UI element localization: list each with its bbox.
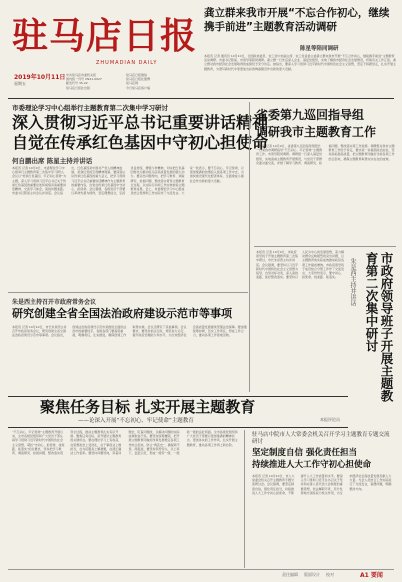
bottom-right-kicker: 驻马店中院市人大常委会机关召开学习主题教育专题交流研讨 [252, 432, 390, 445]
info-line: 今日驻马店客户端 [126, 85, 151, 90]
right-story1-body: 本报讯 记者 10月9日，省委第九巡回指导组组长一行来我市调研指导“不忘初心、牢记使命”主题教育工作。市领导陪同调研。调研组一行深入基层党组织，实地查看主题教育开展情况，与党员干部群众面对面交流，详细了解学习教育、调查研究、检视问题、整改落实等工作进展。调研组对我市主题教育工作给予肯定，要求进一步提高政治站位，坚持高标准高质量，把主题教育同做好当前各项工作结合起来，确保主题教育取得实实在在的成效。 [256, 144, 395, 165]
info-line: 驻马店日报微信 [126, 73, 148, 77]
top-story-body: 本报讯 记者 通讯员 10月10日，全国政协委员、农工党中央副主席、农工党省委主委龚立群来我市开展“不忘合作初心，继续携手前进”主题教育活动调研。市委书记陈星，市领导等陪同调研。龚立群一行先后深入企业、基层党组织，实地了解我市经济社会发展情况，听取有关工作汇报。龚立群对我市经济社会发展取得的成绩给予充分肯定。她指出，要深入学习贯彻习近平新时代中国特色社会主义思想，坚定不移跟党走，扎实开展主题教育，为谱写新时代中原更加出彩的绚丽篇章作出新的更大贡献。 [204, 54, 396, 71]
editorial-body: “不忘初心、牢记使命”主题教育开展以来，全市各级党组织和广大党员干部认真学习贯彻习近平新时代中国特色社会主义思想，紧扣“守初心、担使命，找差距、抓落实”的总要求，坚持把学习教育、调查研究、检视问题、整改落实贯穿全过程，推动主题教育扎实有序开展。聚焦任务目标，是开展好主题教育的关键所在。要在理论学习上有收获，在思想政治上受洗礼，在干事创业上敢担当，在为民服务上解难题，在清正廉洁上作表率。要坚持问题导向，奔着问题去，盯着问题改，以解决问题的实际成效取信于民。要坚持统筹兼顾，把开展主题教育同做好改革发展稳定各项工作结合起来，防止“两张皮”，确保两不误、两促进。要坚持领导带头，以上率下，层层示范，形成一级带一级、一级抓一级的良好局面。全市各级党组织和广大党员干部要以更加饱满的精神状态、更加务实的工作作风，扎实开展主题教育，推动各项工作再上新台阶。 [12, 430, 238, 456]
main-story-headline-1: 深入贯彻习近平总书记重要讲话精神 [12, 113, 269, 132]
masthead-weekday: 星期五 [14, 81, 26, 86]
footer-labels [282, 572, 334, 578]
masthead-title: 驻马店日报 [12, 15, 198, 57]
right-story1-headline-1: 省委第九巡回指导组 [256, 108, 365, 122]
second-story-headline: 研究创建全省全国法治政府建设示范市等事项 [12, 307, 232, 320]
footer-page-tag: A1 要闻 [360, 572, 383, 579]
right-vertical-headline: 市政府领导班子开展主题教育第二次集中研讨 [364, 252, 394, 402]
main-story-body: 本报讯 记者 10月9日，市委理论学习中心组举行主题教育第二次集中学习研讨。会议以“传承红色基因、牢记初心使命”为主题，深入学习贯彻习近平总书记关于传承红色基因的重要论述和视察河南重要讲话精神，交流学习体会，查找问题差距。市委书记陈星主持会议并讲话。会议指出，红色基因是中国共产党人的精神血脉，是我们党的宝贵精神财富。要深刻认识传承红色基因的重大意义，把学习贯彻习近平总书记重要讲话精神作为主题教育的重要内容，自觉在传承红色基因中守初心、担使命。会议强调，各级党员干部要以革命先辈为榜样，坚定理想信念，弘扬优良传统，增强斗争精神，切实把红色基因转化为推动驻马店高质量发展的强大动力。要突出问题导向，把学习教育、调查研究、检视问题、整改落实贯穿主题教育全过程，以实际行动和工作实效检验主题教育成果。会上，市委理论学习中心组成员结合思想和工作实际作了交流发言。大家一致表示，要不忘初心、牢记使命，以更加饱满的热情投入到各项工作中去，为加快建设现代化经济体系、全面建成小康社会作出新的更大贡献。 [12, 166, 244, 196]
editorial-subtitle: ——论深入开展“不忘初心、牢记使命”主题教育 [78, 418, 194, 424]
footer-label: 校对 [326, 572, 334, 577]
masthead-info-left [66, 73, 121, 90]
info-line: 邮发代号 35-22 [66, 81, 88, 86]
bottom-right-body: 本报讯 记者 10月10日，市人大常委会机关召开主题教育专题交流研讨会。会议强调，要坚定制度自信，强化责任担当，持续推进人大工作守初心担使命，不断提升人大工作质量和水平。要深入学习贯彻习近平总书记关于坚持和完善人民代表大会制度的重要思想，依法履职尽责，充分发挥地方国家权力机关作用，为全市经济社会高质量发展贡献人大力量。与会人员结合工作实际进行了交流发言，查摆问题，明确整改方向。 [252, 474, 392, 495]
editorial-title: 聚焦任务目标 扎实开展主题教育 [40, 398, 256, 416]
masthead-pinyin: ZHUMADIAN DAILY [96, 60, 158, 66]
info-line: 国内统一刊号 CN41-0027 [66, 77, 102, 82]
masthead-date: 2019年10月11日 [14, 74, 66, 81]
main-story-kicker: 市委理论学习中心组举行主题教育第二次集中学习研讨 [12, 104, 168, 112]
footer-label: 责任编辑 [282, 572, 298, 577]
main-story-byline: 何自鹏出席 陈星主持并讲话 [12, 157, 93, 165]
info-line: 驻马店日报社出版 [66, 85, 91, 90]
second-story-kicker: 朱是西主持召开市政府常务会议 [12, 299, 97, 306]
right-story1-headline-2: 调研我市主题教育工作 [256, 125, 377, 139]
main-story-headline-2: 自觉在传承红色基因中守初心担使命 [12, 133, 269, 152]
info-line: 驻马店日报社微博 [126, 77, 151, 82]
right-vertical-sub: 朱是西主持并讲话 [349, 258, 356, 306]
top-story-subline: 陈星等陪同调研 [300, 46, 339, 52]
info-line: 中共驻马店市委机关报 [66, 73, 97, 77]
info-line: 驻马店网 [126, 81, 139, 86]
second-story-body: 本报讯 记者 10月10日，市长朱是西主持召开市政府常务会议，研究创建全省全国法治政府建设示范市等事项。会议指出，创建法治政府建设示范市是推进全面依法治市的重要抓手，各级各部门要高度重视，明确责任，扎实推进，确保创建工作取得实效。会议还研究了其他事项。会议要求，要坚持依法行政，规范权力运行，提升政府治理能力和水平，为全市经济社会高质量发展提供坚强法治保障。要加强统筹协调，压实工作责任，形成工作合力，推动各项工作落地见效。 [12, 325, 247, 338]
top-story-headline: 龚立群来我市开展“不忘合作初心，继续携手前进”主题教育活动调研 [204, 7, 390, 33]
footer-label: 版面设计 [304, 572, 320, 577]
editorial-note: 本报评论员 [320, 417, 340, 422]
right-vertical-body: 本报讯 记者 10月9日，市政府领导班子开展主题教育第二次集中研讨，市长朱是西主持并讲话。会议强调，要坚持以习近平新时代中国特色社会主义思想为指导，自觉对标对表，深入查找差距，抓好整改落实。要坚持以人民为中心的发展思想，着力解决群众反映强烈的突出问题，以主题教育的实际成效推动政府各项工作提质增效。市政府领导班子成员结合分管工作作了交流发言，大家纷纷表示，要守初心、担使命，找差距、抓落实。 [256, 250, 344, 280]
masthead-info-right [126, 73, 186, 90]
bottom-right-headline-1: 坚定制度自信 强化责任担当 [252, 448, 357, 458]
bottom-right-headline-2: 持续推进人大工作守初心担使命 [252, 460, 372, 470]
